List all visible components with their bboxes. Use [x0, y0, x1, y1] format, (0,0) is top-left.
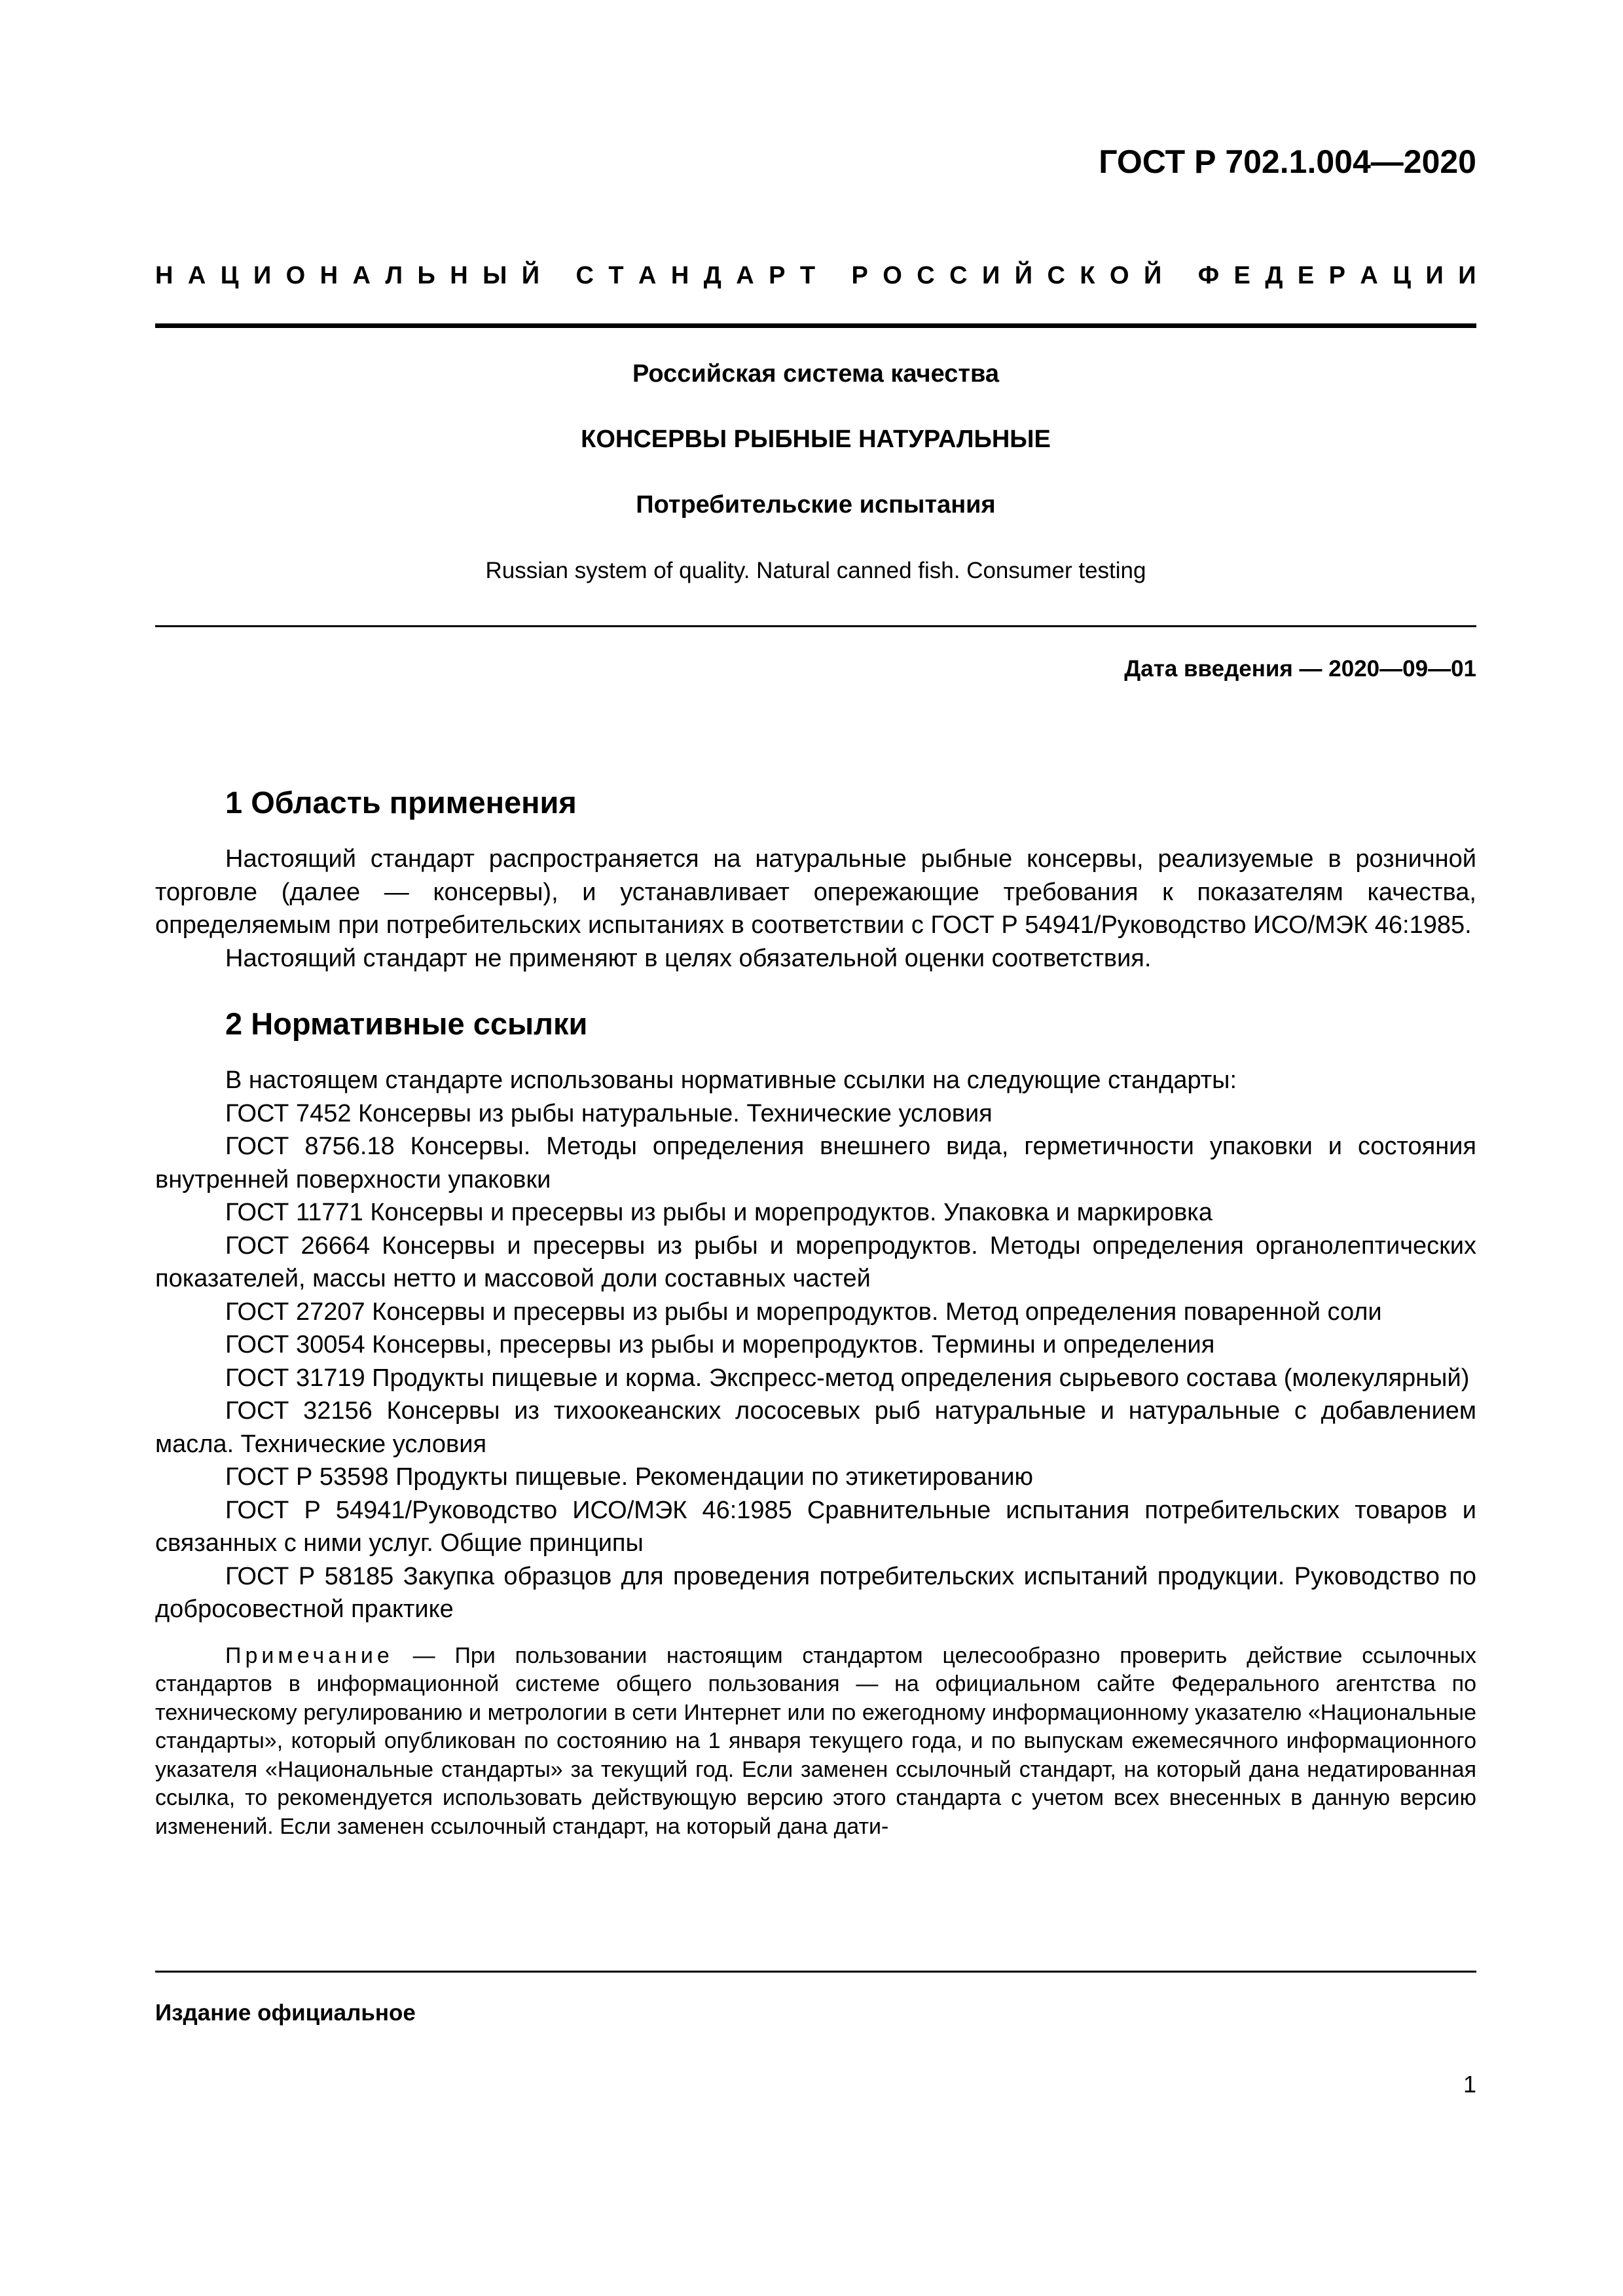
banner-letter: С: [949, 262, 968, 289]
banner-letter: Р: [851, 262, 868, 289]
reference-item: ГОСТ 8756.18 Консервы. Методы определения внешнего вида, герметичности упаковки и состояния внутренней поверхности упаковки: [155, 1133, 1476, 1194]
section-1-heading: 1 Область применения: [225, 785, 577, 820]
banner-letter: Т: [799, 262, 816, 289]
section-2-heading: 2 Нормативные ссылки: [225, 1006, 588, 1041]
english-title: Russian system of quality. Natural canned fish. Consumer testing: [485, 558, 1146, 583]
reference-item: ГОСТ Р 53598 Продукты пищевые. Рекомендации по этикетированию: [225, 1463, 1034, 1491]
banner-letter: К: [1080, 262, 1095, 289]
banner-letter: Е: [1233, 262, 1250, 289]
main-title: КОНСЕРВЫ РЫБНЫЕ НАТУРАЛЬНЫЕ: [581, 426, 1051, 453]
banner-letter: Й: [1143, 262, 1162, 289]
reference-item: ГОСТ Р 58185 Закупка образцов для проведения потребительских испытаний продукции. Руководство по добросовестной практике: [155, 1562, 1476, 1623]
banner-letter: [554, 262, 561, 290]
banner-letter: Р: [769, 262, 786, 289]
banner-letter: Ц: [1393, 262, 1412, 289]
banner-letter: И: [253, 262, 272, 289]
banner-letter: Н: [450, 262, 468, 289]
banner-letter: И: [982, 262, 1000, 289]
page-number: 1: [1463, 2071, 1476, 2098]
banner-letter: С: [1047, 262, 1065, 289]
banner-letter: О: [285, 262, 306, 289]
title-rule: [155, 625, 1476, 627]
banner-letter: Р: [1328, 262, 1345, 289]
banner-letter: Й: [1014, 262, 1033, 289]
reference-item: ГОСТ 31719 Продукты пищевые и корма. Экспресс-метод определения сырьевого состава (молекулярный): [225, 1364, 1470, 1392]
banner-letter: Д: [1265, 262, 1283, 289]
reference-item: ГОСТ 32156 Консервы из тихоокеанских лососевых рыб натуральные и натуральные с добавлением масла. Технические условия: [155, 1397, 1476, 1458]
banner-letter: [830, 262, 837, 290]
banner-letter: Н: [670, 262, 689, 289]
main-content: [155, 782, 1476, 1841]
footer-rule: [155, 1971, 1476, 1973]
banner-letter: Т: [608, 262, 624, 289]
banner-letter: А: [638, 262, 657, 289]
reference-item: ГОСТ 7452 Консервы из рыбы натуральные. Технические условия: [225, 1099, 993, 1127]
reference-item: ГОСТ 11771 Консервы и пресервы из рыбы и морепродуктов. Упаковка и маркировка: [225, 1199, 1213, 1226]
section-2-intro: В настоящем стандарте использованы нормативные ссылки на следующие стандарты:: [225, 1066, 1237, 1094]
banner-letter: А: [187, 262, 206, 289]
banner-letter: А: [736, 262, 754, 289]
note: [155, 1642, 1476, 1842]
note-label: Примечание: [225, 1643, 393, 1668]
banner-letter: Д: [703, 262, 721, 289]
banner-letter: Ц: [220, 262, 239, 289]
banner-letter: Н: [319, 262, 338, 289]
banner-letter: И: [1425, 262, 1444, 289]
section-1-paragraph: Настоящий стандарт распространяется на натуральные рыбные консервы, реализуемые в розничной торговле (далее — консервы), и устанавливает опережающие требования к показателям качества, определяемым при потребительских испытаниях в соответствии с ГОСТ Р 54941/Руководство ИСО/МЭК 46:1985.: [155, 845, 1476, 939]
banner-letter: И: [1458, 262, 1476, 289]
banner-letter: С: [575, 262, 594, 289]
introduction-date: Дата введения — 2020—09—01: [1124, 656, 1476, 682]
banner-letter: Ь: [417, 262, 435, 289]
official-edition-label: Издание официальное: [155, 2000, 416, 2026]
note-text: — При пользовании настоящим стандартом целесообразно проверить действие ссылочных стандартов в информационной системе общего пользования — на официальном сайте Федерального агентства по техническому регулированию и метрологии в сети Интернет или по ежегодному информационному указателю «Национальные стандарты», который опубликован по состоянию на 1 января текущего года, и по выпускам ежемесячного информационного указателя «Национальные стандарты» за текущий год. Если заменен ссылочный стандарт, на который дана недатированная ссылка, то рекомендуется использовать действующую версию этого стандарта с учетом всех внесенных в данную версию изменений. Если заменен ссылочный стандарт, на который дана дати-: [155, 1643, 1476, 1839]
banner-letter: Ф: [1197, 262, 1220, 289]
standard-code: ГОСТ Р 702.1.004—2020: [1099, 143, 1476, 180]
banner-letter: Л: [385, 262, 403, 289]
banner-letter: С: [917, 262, 935, 289]
banner-letter: [1176, 262, 1184, 290]
reference-item: ГОСТ 30054 Консервы, пресервы из рыбы и морепродуктов. Термины и определения: [225, 1331, 1215, 1358]
banner-letter: О: [883, 262, 902, 289]
subtitle: Потребительские испытания: [636, 491, 996, 519]
reference-item: ГОСТ 27207 Консервы и пресервы из рыбы и морепродуктов. Метод определения поваренной соли: [225, 1298, 1382, 1326]
banner-letter: Й: [521, 262, 540, 289]
national-standard-banner: [155, 262, 1476, 290]
reference-item: ГОСТ 26664 Консервы и пресервы из рыбы и морепродуктов. Методы определения органолептических показателей, массы нетто и массовой доли составных частей: [155, 1231, 1476, 1292]
banner-letter: Е: [1297, 262, 1315, 289]
banner-letter: Ы: [483, 262, 507, 289]
reference-item: ГОСТ Р 54941/Руководство ИСО/МЭК 46:1985 Сравнительные испытания потребительских товаров и связанных с ними услуг. Общие принципы: [155, 1496, 1476, 1557]
quality-system-title: Российская система качества: [632, 360, 999, 388]
banner-letter: Н: [155, 262, 173, 289]
banner-letter: А: [1360, 262, 1378, 289]
banner-letter: О: [1109, 262, 1129, 289]
section-1-paragraph: Настоящий стандарт не применяют в целях обязательной оценки соответствия.: [225, 944, 1152, 972]
banner-letter: А: [352, 262, 371, 289]
top-rule: [155, 323, 1476, 328]
